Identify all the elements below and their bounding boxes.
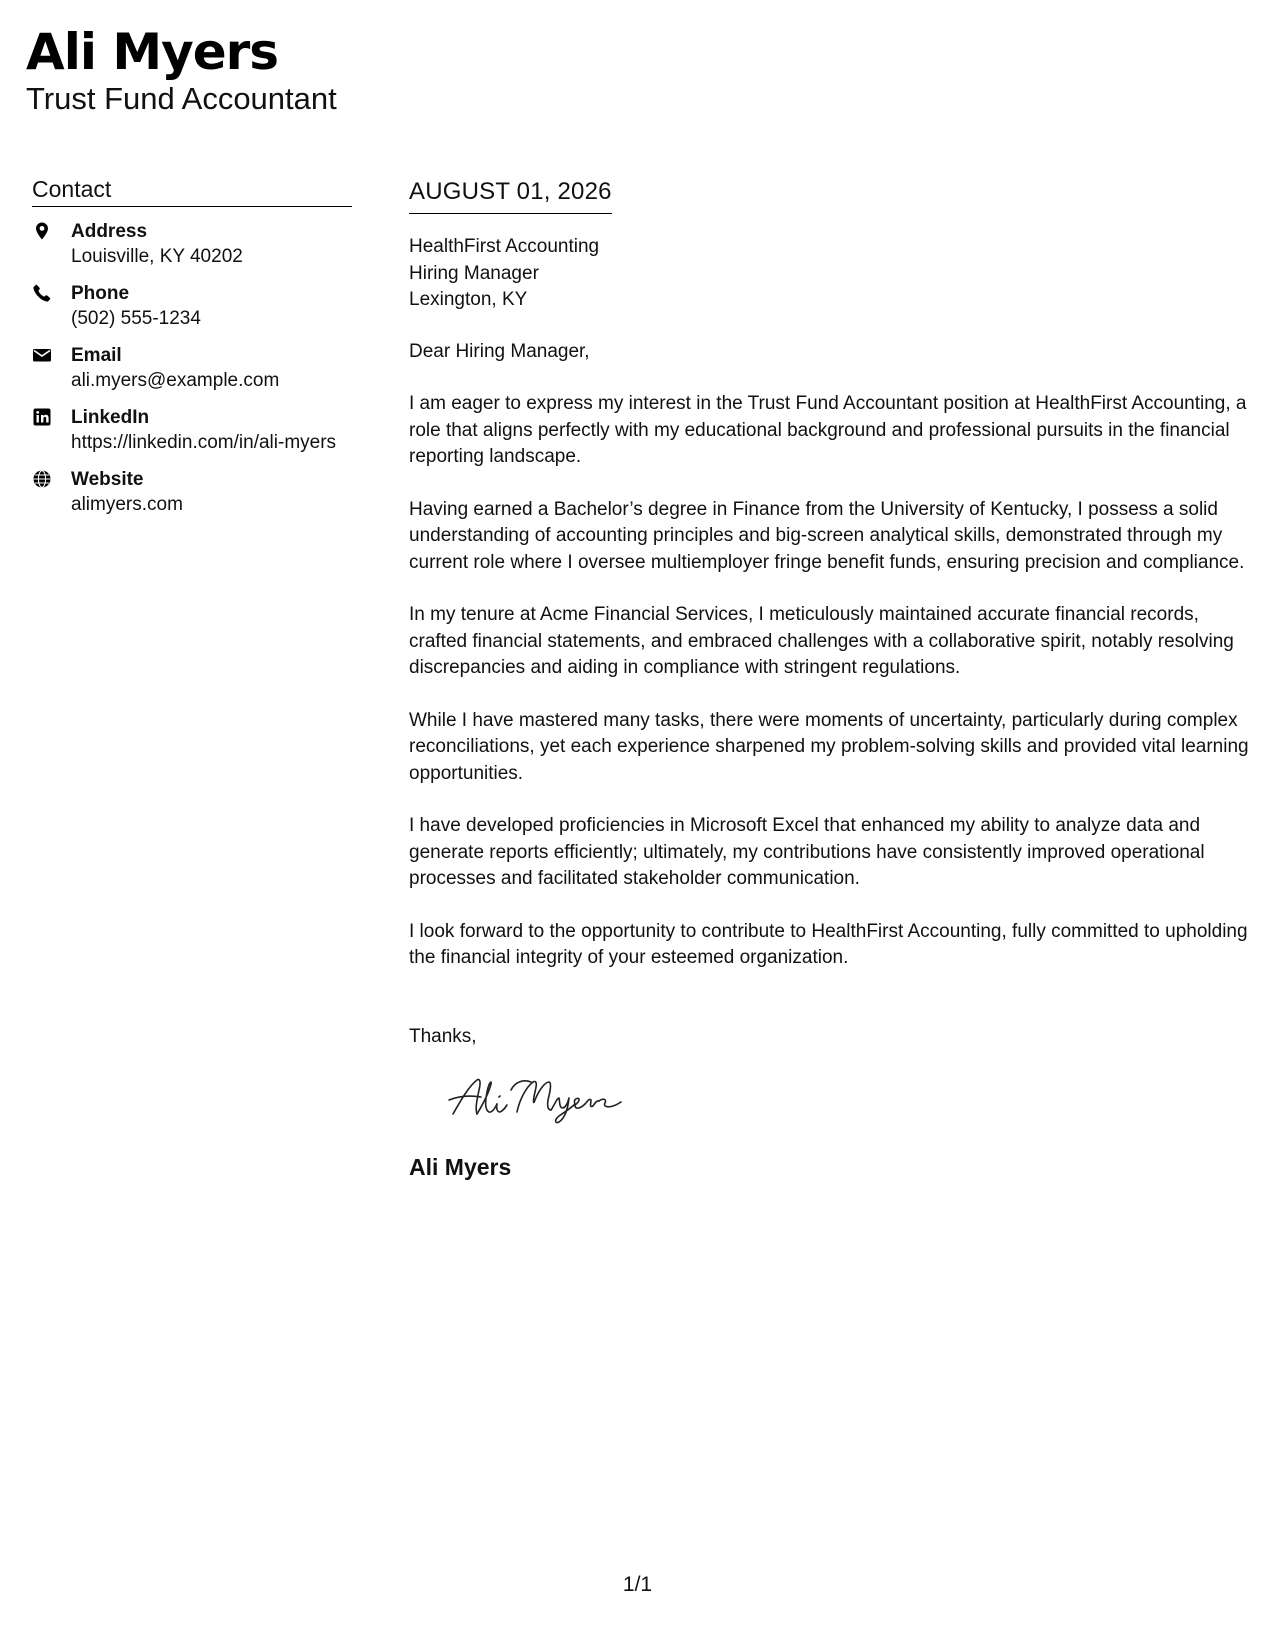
address-value: Louisville, KY 40202 [71, 246, 243, 267]
phone-value: (502) 555-1234 [71, 308, 201, 329]
paragraph: I am eager to express my interest in the Trust Fund Accountant position at HealthFirst Accounting, a role that aligns perfectly with my educational background and professional pursuits in the financial reporting landscape. [409, 393, 1247, 467]
contact-item-address [32, 219, 352, 269]
contact-item-linkedin [32, 405, 352, 455]
map-pin-icon [32, 221, 52, 241]
paragraph: I look forward to the opportunity to contribute to HealthFirst Accounting, fully committed to upholding the financial integrity of your esteemed organization. [409, 920, 1248, 968]
recipient-company: HealthFirst Accounting [409, 236, 600, 257]
contact-label: LinkedIn [71, 407, 150, 428]
globe-icon [32, 469, 52, 489]
linkedin-icon [32, 407, 52, 427]
page-number: 1/1 [622, 1573, 653, 1596]
letter-date: AUGUST 01, 2026 [409, 176, 612, 214]
paragraph: Having earned a Bachelor’s degree in Finance from the University of Kentucky, I possess a solid understanding of accounting principles and big-screen analytical skills, demonstrated through my current role where I oversee multiemployer fringe benefit funds, ensuring precision and compliance. [409, 498, 1245, 573]
contact-heading: Contact [32, 174, 352, 207]
paragraph: In my tenure at Acme Financial Services, I meticulously maintained accurate financial records, crafted financial statements, and embraced challenges with a collaborative spirit, notably resolving discrepancies and aiding in compliance with stringent regulations. [409, 604, 1234, 678]
email-value[interactable]: ali.myers@example.com [71, 370, 280, 391]
recipient-block [409, 234, 1249, 314]
contact-label: Address [71, 221, 148, 242]
handwritten-signature [447, 1070, 1249, 1126]
recipient-role: Hiring Manager [409, 262, 539, 284]
signer-name: Ali Myers [409, 1154, 512, 1180]
paragraph: While I have mastered many tasks, there were moments of uncertainty, particularly during complex reconciliations, yet each experience sharpened my problem-solving skills and provided vital learning opportunities. [409, 709, 1249, 784]
contact-label: Website [71, 469, 144, 490]
letter-header [26, 22, 337, 116]
website-value[interactable]: alimyers.com [71, 494, 183, 515]
contact-sidebar [32, 174, 352, 529]
paragraph: I have developed proficiencies in Microsoft Excel that enhanced my ability to analyze data and generate reports efficiently; ultimately, my contributions have consistently improved operational processes and facilitated stakeholder communication. [409, 815, 1205, 889]
contact-label: Phone [71, 283, 130, 304]
contact-item-phone [32, 281, 352, 331]
greeting: Dear Hiring Manager, [409, 340, 590, 362]
envelope-icon [32, 345, 52, 365]
letter-body [409, 176, 1249, 1182]
phone-icon [32, 283, 52, 303]
applicant-title: Trust Fund Accountant [26, 81, 337, 116]
applicant-name: Ali Myers [26, 23, 279, 81]
contact-item-email [32, 343, 352, 393]
contact-label: Email [71, 345, 122, 366]
contact-item-website [32, 467, 352, 517]
linkedin-value[interactable]: https://linkedin.com/in/ali-myers [71, 432, 337, 453]
recipient-location: Lexington, KY [409, 289, 528, 310]
closing: Thanks, [409, 1025, 477, 1047]
